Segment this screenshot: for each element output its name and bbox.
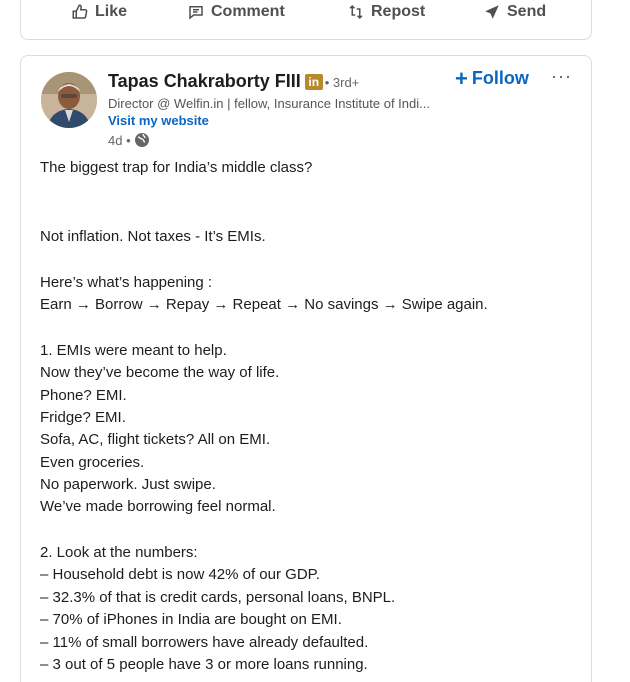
post-timestamp <box>108 132 150 148</box>
send-button[interactable] <box>483 3 546 21</box>
author-name-text: Tapas Chakraborty FIII <box>108 71 301 91</box>
post-line: No paperwork. Just swipe. <box>40 476 216 493</box>
more-options-button[interactable]: ··· <box>551 66 572 86</box>
post-line: Phone? EMI. <box>40 387 127 404</box>
post-line: We’ve made borrowing feel normal. <box>40 498 276 515</box>
comment-icon <box>187 3 205 21</box>
post-line: 1. EMIs were meant to help. <box>40 342 227 359</box>
post-line: – 70% of iPhones in India are bought on EMI. <box>40 611 342 628</box>
post-time-text: 4d • <box>108 132 131 148</box>
comment-button[interactable] <box>187 3 285 21</box>
post-line: The biggest trap for India’s middle class? <box>40 159 313 176</box>
post-line: – 3 out of 5 people have 3 or more loans running. <box>40 656 368 673</box>
linkedin-premium-icon: in <box>305 74 323 90</box>
follow-button[interactable] <box>455 65 529 91</box>
post-line: Fridge? EMI. <box>40 409 126 426</box>
comment-label: Comment <box>211 3 285 20</box>
previous-post-actions <box>20 0 592 40</box>
author-headline: Director @ Welfin.in | fellow, Insurance Institute of Indi... <box>108 96 430 111</box>
visit-website-link[interactable]: Visit my website <box>108 113 209 128</box>
like-label: Like <box>95 3 128 20</box>
post-line: – Household debt is now 42% of our GDP. <box>40 566 320 583</box>
post-line: Now they’ve become the way of life. <box>40 364 280 381</box>
post-line: Sofa, AC, flight tickets? All on EMI. <box>40 431 271 448</box>
repost-icon <box>347 3 365 21</box>
post-line: Here’s what’s happening : <box>40 274 213 291</box>
post-line: Even groceries. <box>40 454 145 471</box>
author-name[interactable] <box>108 71 359 92</box>
send-icon <box>483 3 501 21</box>
post-line: 2. Look at the numbers: <box>40 544 198 561</box>
like-button[interactable] <box>71 3 127 21</box>
post-line: – 11% of small borrowers have already defaulted. <box>40 634 369 651</box>
post-card <box>20 55 592 682</box>
author-avatar[interactable] <box>41 72 97 128</box>
plus-icon: + <box>455 65 468 91</box>
globe-icon <box>134 132 150 148</box>
repost-label: Repost <box>371 3 426 20</box>
follow-label: Follow <box>471 68 529 88</box>
avatar-image <box>41 72 97 128</box>
post-line: Not inflation. Not taxes - It’s EMIs. <box>40 228 266 245</box>
connection-degree: • 3rd+ <box>324 75 360 90</box>
post-line: – 32.3% of that is credit cards, personal loans, BNPL. <box>40 589 396 606</box>
post-line: Earn → Borrow → Repay → Repeat → No savings → Swipe again. <box>40 296 488 313</box>
repost-button[interactable] <box>347 3 425 21</box>
send-label: Send <box>507 3 547 20</box>
thumbs-up-icon <box>71 3 89 21</box>
